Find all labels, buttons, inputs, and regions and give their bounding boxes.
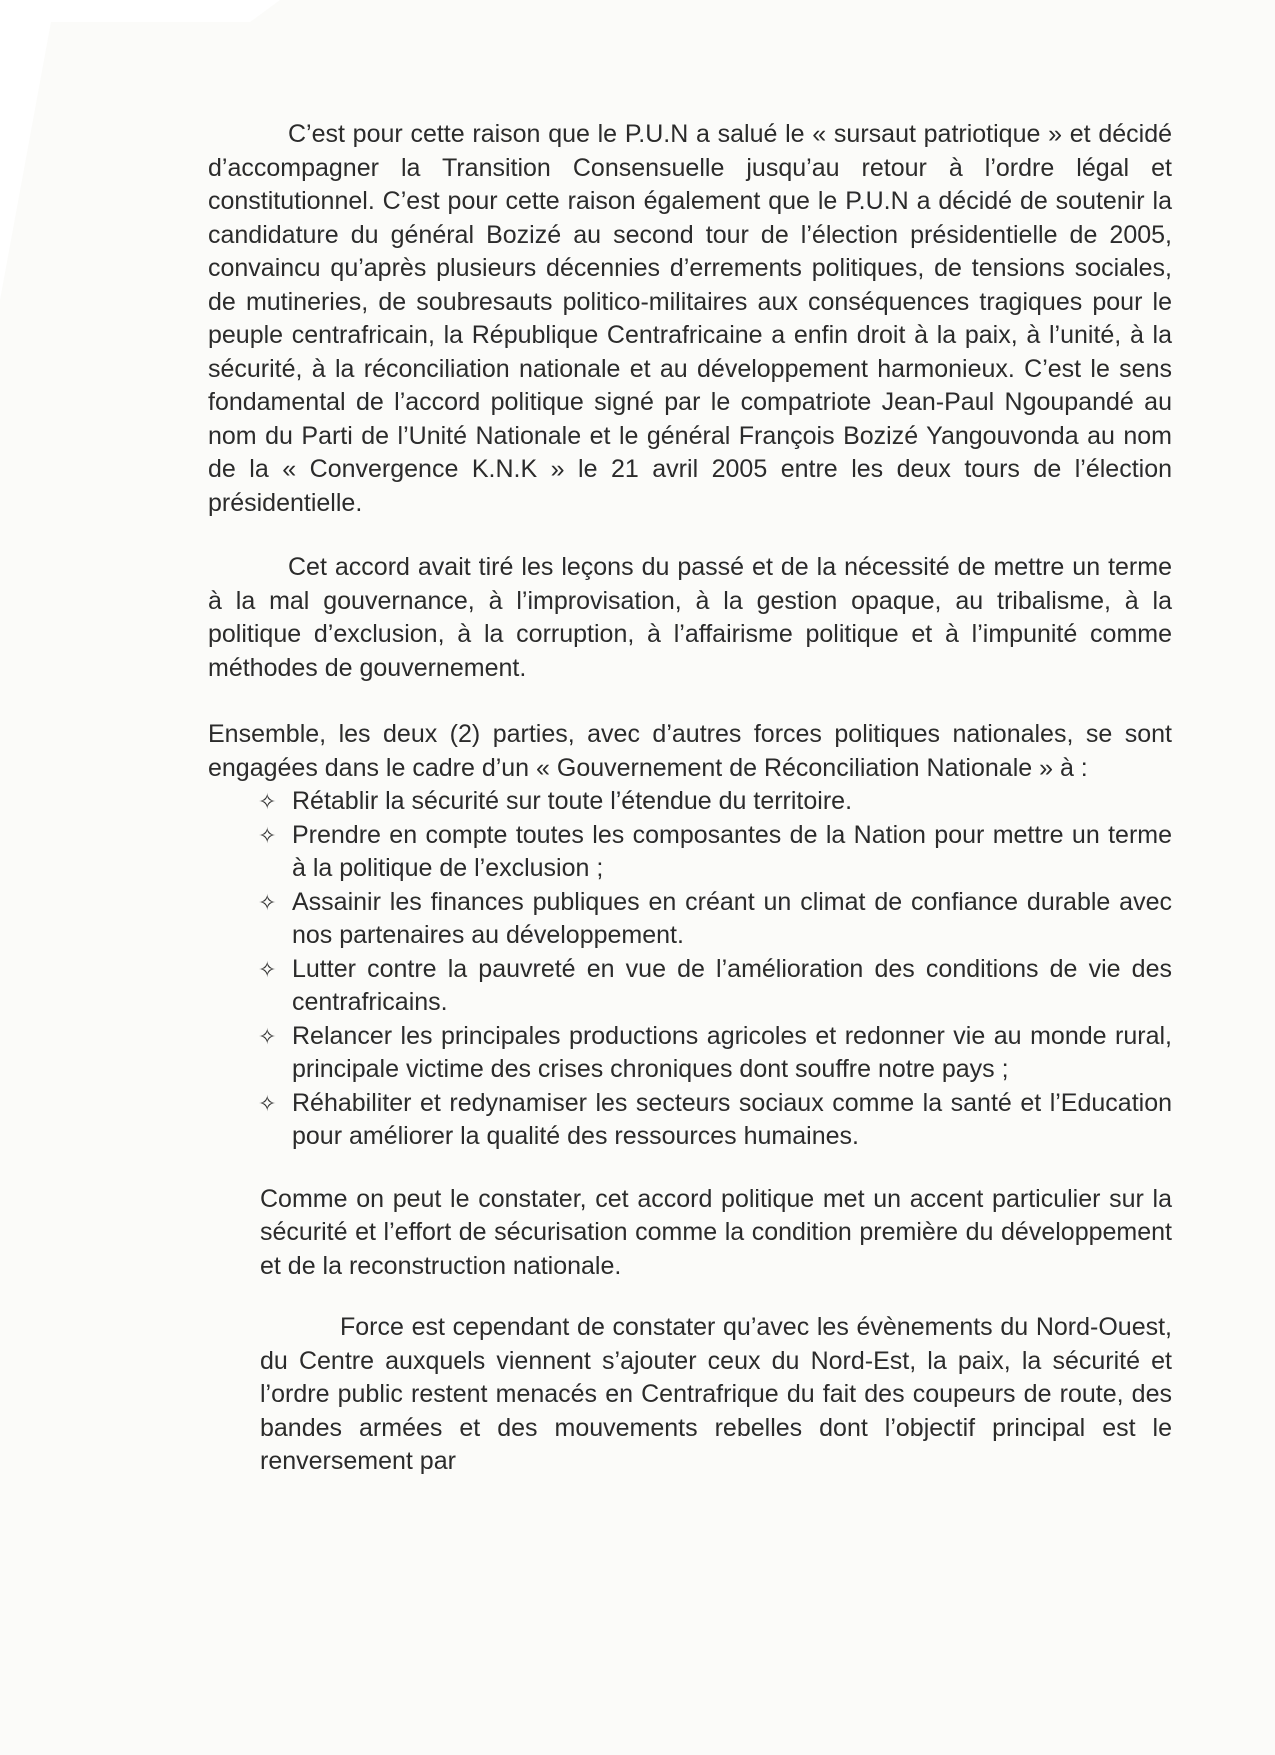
four-petal-star-icon: ✧ — [258, 889, 277, 915]
list-item — [258, 886, 1172, 953]
paragraph-pun-support: C’est pour cette raison que le P.U.N a salué le « sursaut patriotique » et décidé d’accompagner la Transition Consensuelle jusqu’au retour à l’ordre légal et constitutionnel. C’est pour cette raison également que le P.U.N a décidé de soutenir la candidature du général Bozizé au second tour de l’élection présidentielle de 2005, convaincu qu’après plusieurs décennies d’errements politiques, de tensions sociales, de mutineries, de soubresauts politico-militaires aux conséquences tragiques pour le peuple centrafricain, la République Centrafricaine a enfin droit à la paix, à l’unité, à la sécurité, à la réconciliation nationale et au développement harmonieux. C’est le sens fondamental de l’accord politique signé par le compatriote Jean-Paul Ngoupandé au nom du Parti de l’Unité Nationale et le général François Bozizé Yangouvonda au nom de la « Convergence K.N.K » le 21 avril 2005 entre les deux tours de l’élection présidentielle. — [208, 120, 1172, 517]
list-item-text: Rétablir la sécurité sur toute l’étendue du territoire. — [292, 787, 853, 815]
paragraph-threats: Force est cependant de constater qu’avec les évènements du Nord-Ouest, du Centre auxquels viennent s’ajouter ceux du Nord-Est, la paix, la sécurité et l’ordre public restent menacés en Centrafrique du fait des coupeurs de route, des bandes armées et des mouvements rebelles dont l’objectif principal est le renversement par — [260, 1313, 1172, 1475]
list-item-text: Assainir les finances publiques en créant un climat de confiance durable avec nos partenaires au développement. — [292, 887, 1172, 949]
list-item — [258, 819, 1172, 886]
list-item — [258, 1087, 1172, 1154]
list-item-text: Prendre en compte toutes les composantes de la Nation pour mettre un terme à la politique de l’exclusion ; — [292, 820, 1172, 882]
four-petal-star-icon: ✧ — [258, 789, 277, 814]
paragraph-security-emphasis: Comme on peut le constater, cet accord politique met un accent particulier sur la sécurité et l’effort de sécurisation comme la condition première du développement et de la reconstruction nationale. — [260, 1184, 1172, 1280]
four-petal-star-icon: ✧ — [258, 822, 277, 848]
four-petal-star-icon: ✧ — [258, 1023, 277, 1049]
list-item-text: Relancer les principales productions agricoles et redonner vie au monde rural, principale victime des crises chroniques dont souffre notre pays ; — [292, 1021, 1172, 1083]
list-item-text: Réhabiliter et redynamiser les secteurs sociaux comme la santé et l’Education pour améliorer la qualité des ressources humaines. — [292, 1088, 1172, 1150]
folded-corner-top — [0, 0, 280, 22]
list-item — [258, 1020, 1172, 1087]
paragraph-accord-lessons: Cet accord avait tiré les leçons du passé et de la nécessité de mettre un terme à la mal gouvernance, à l’improvisation, à la gestion opaque, au tribalisme, à la politique d’exclusion, à la corruption, à l’affairisme politique et à l’impunité comme méthodes de gouvernement. — [208, 553, 1172, 682]
list-item — [258, 785, 1172, 819]
engagements-list — [208, 785, 1172, 1154]
folded-corner — [0, 0, 55, 300]
four-petal-star-icon: ✧ — [258, 956, 277, 982]
four-petal-star-icon: ✧ — [258, 1090, 277, 1116]
list-item-text: Lutter contre la pauvreté en vue de l’amélioration des conditions de vie des centrafricains. — [292, 954, 1172, 1016]
document-body — [208, 118, 1172, 1479]
paragraph-engagements-intro: Ensemble, les deux (2) parties, avec d’autres forces politiques nationales, se sont engagées dans le cadre d’un « Gouvernement de Réconciliation Nationale » à : — [208, 720, 1172, 782]
list-item — [258, 953, 1172, 1020]
